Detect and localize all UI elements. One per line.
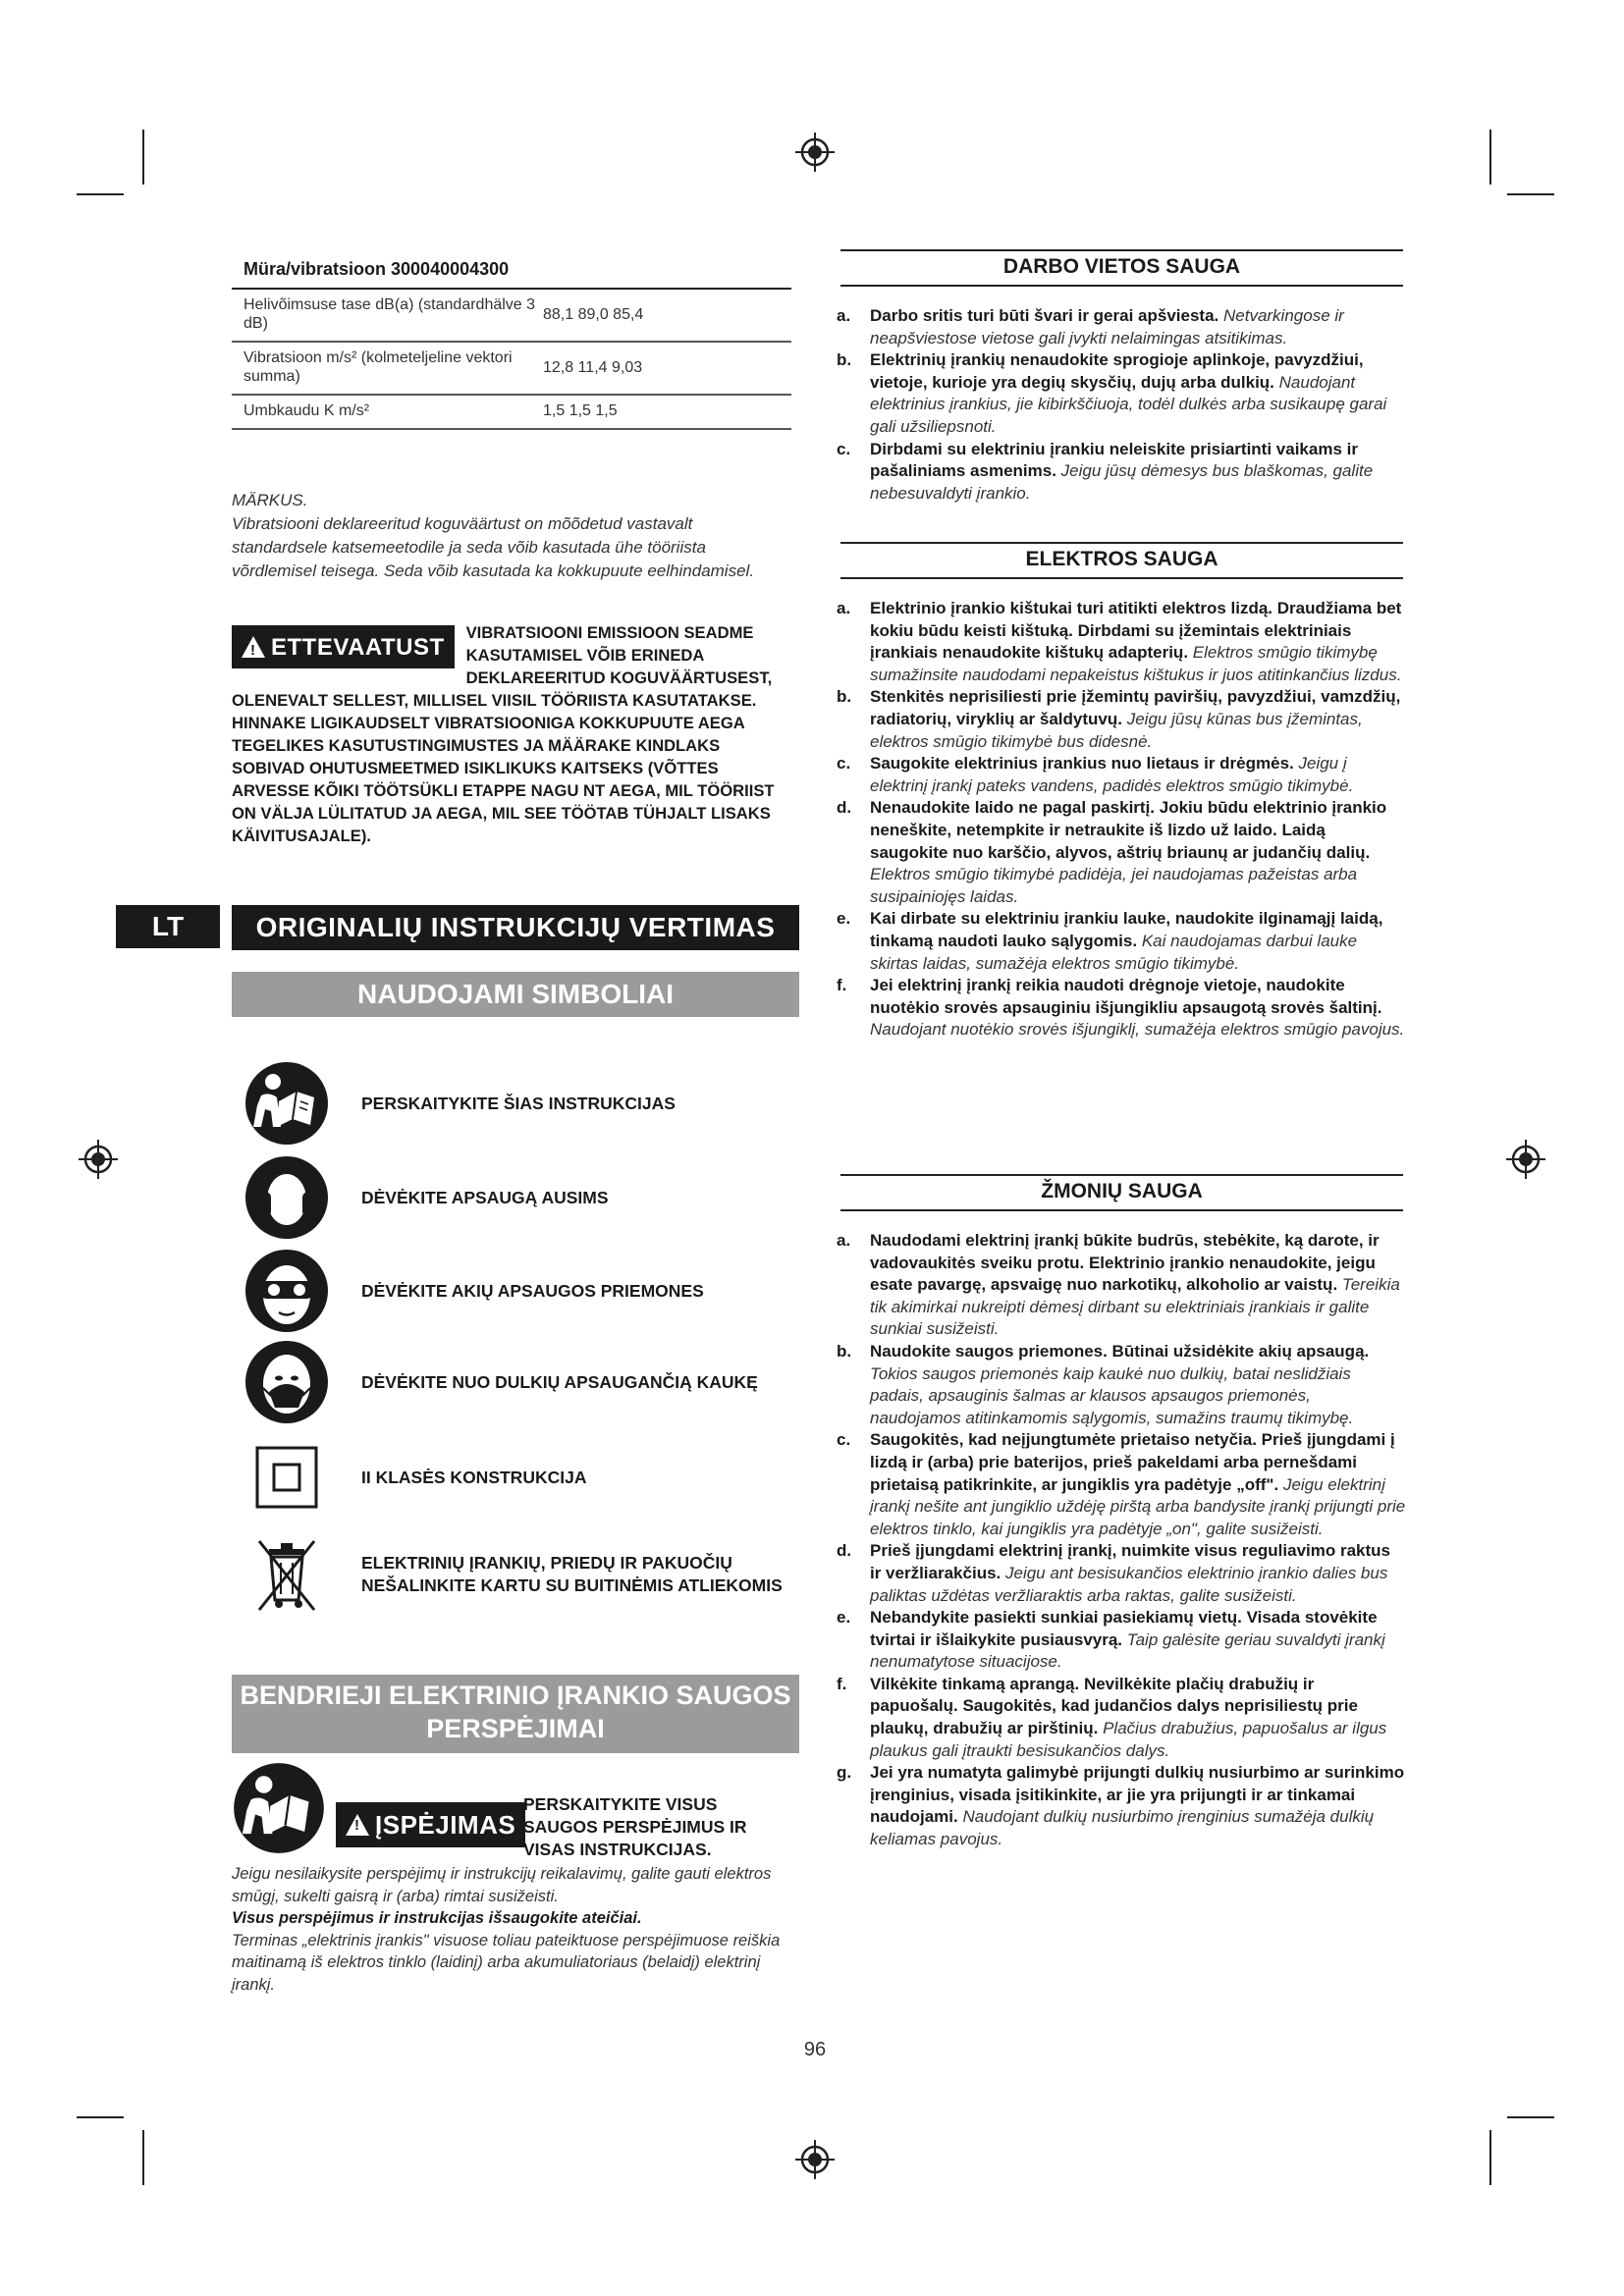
symbol-label: PERSKAITYKITE ŠIAS INSTRUKCIJAS xyxy=(361,1093,676,1113)
item-italic: Jeigu jūsų kūnas bus įžemintas, elektros smūgio tikimybė bus didesnė. xyxy=(870,709,1363,751)
warning-paragraph-bold: Visus perspėjimus ir instrukcijas išsaugokite ateičiai. xyxy=(232,1909,642,1927)
electrical-section xyxy=(837,598,1406,1041)
list-item xyxy=(837,439,1406,506)
symbol-row xyxy=(244,1531,793,1618)
item-bold: Naudodami elektrinį įrankį būkite budrūs, stebėkite, ką darote, ir vadovaukitės sveiku protu. Elektrinio įrankio nenaudokite, jeigu esate pavargę, apsvaigę nuo narkotikų, alkoholio ar vaistų. xyxy=(870,1231,1380,1295)
general-warnings-title-line2: PERSPĖJIMAI xyxy=(426,1714,605,1743)
class-ii-icon xyxy=(244,1434,330,1521)
electrical-title: ELEKTROS SAUGA xyxy=(840,542,1403,579)
personal-safety-title: ŽMONIŲ SAUGA xyxy=(840,1174,1403,1211)
item-bold: Saugokite elektrinius įrankius nuo lietaus ir drėgmės. xyxy=(870,754,1294,774)
item-italic: Jeigu ant besisukančios elektrinio įrankio dalies bus paliktas uždėtas veržliaraktis arba raktas, galite susižeisti. xyxy=(870,1563,1388,1605)
registration-mark-icon xyxy=(77,1138,120,1181)
spec-label: Vibratsioon m/s² (kolmeteljeline vektori summa) xyxy=(244,349,513,385)
item-key: c. xyxy=(837,1430,851,1450)
note-text: Vibratsiooni deklareeritud koguväärtust on mõõdetud vastavalt standardsele katsemeetodile ja seda võib kasutada ühe tööriista võrdlemisel teisega. Seda võib kasutada ka kokkupuute eelhindamisel. xyxy=(232,514,755,580)
language-tab: LT xyxy=(116,905,220,948)
symbol-row xyxy=(244,1060,793,1147)
list-item xyxy=(837,1762,1406,1850)
symbol-label: DĖVĖKITE APSAUGĄ AUSIMS xyxy=(361,1187,609,1207)
item-key: b. xyxy=(837,687,852,707)
item-italic: Jeigu į elektrinį įrankį pateks vandens, padidės elektros smūgio tikimybė. xyxy=(870,754,1354,795)
symbols-title-text: NAUDOJAMI SIMBOLIAI xyxy=(357,979,674,1009)
list-item xyxy=(837,1674,1406,1762)
list-item xyxy=(837,1540,1406,1607)
warning-badge xyxy=(336,1802,525,1847)
list-item xyxy=(837,753,1406,797)
list-item xyxy=(837,305,1406,349)
crop-mark xyxy=(1507,193,1554,195)
symbol-row xyxy=(244,1339,793,1425)
warning-body xyxy=(232,1863,796,1996)
symbol-row xyxy=(244,1434,793,1521)
item-italic: Plačius drabužius, papuošalus ar ilgus plaukus gali įtraukti besisukančios dalys. xyxy=(870,1719,1387,1760)
list-item xyxy=(837,1607,1406,1674)
item-key: d. xyxy=(837,1541,852,1561)
item-bold: Dirbdami su elektriniu įrankiu neleiskite prisiartinti vaikams ir pašaliniams asmenims. xyxy=(870,439,1358,481)
spec-table xyxy=(232,253,791,430)
crop-mark xyxy=(1507,2116,1554,2118)
caution-block xyxy=(232,621,796,847)
spec-value: 88,1 89,0 85,4 xyxy=(543,305,644,323)
list-item xyxy=(837,1429,1406,1540)
item-key: b. xyxy=(837,350,852,370)
item-key: a. xyxy=(837,1231,851,1250)
ear-protection-icon xyxy=(244,1154,330,1241)
item-italic: Elektros smūgio tikimybę sumažinsite naudodami nepakeistus kištukus ir juos atitinkančius lizdus. xyxy=(870,643,1402,684)
spec-value: 1,5 1,5 1,5 xyxy=(543,402,618,419)
general-warnings-title xyxy=(232,1675,799,1753)
item-bold: Naudokite saugos priemones. Būtinai užsidėkite akių apsaugą. xyxy=(870,1341,1370,1361)
caution-text: VIBRATSIOONI EMISSIOON SEADME KASUTAMISEL VÕIB ERINEDA DEKLAREERITUD KOGUVÄÄRTUSEST, OLENEVALT SELLEST, MILLISEL VIISIL TÖÖRIISTA KASUTATAKSE. HINNAKE LIGIKAUDSELT VIBRATSIOONIGA KOKKUPUUTE AEGA TEGELIKES KASUTUSTINGIMUSTES JA MÄÄRAKE KINDLAKS SOBIVAD OHUTUSMEETMED ISIKLIKUKS KAITSEKS (VÕTTES ARVESSE KÕIKI TÖÖTSÜKLI ETAPPE NAGU NT AEGA, MIL TÖÖRIIST ON VÄLJA LÜLITATUD JA AEGA, MIL SEE TÖÖTAB TÜHJALT LISAKS KÄIVITUSAJALE). xyxy=(232,623,775,845)
spec-table-title: Müra/vibratsioon 300040004300 xyxy=(232,253,791,290)
warning-triangle-icon xyxy=(346,1814,369,1836)
work-area-title: DARBO VIETOS SAUGA xyxy=(840,249,1403,287)
warning-paragraph: Jeigu nesilaikysite perspėjimų ir instrukcijų reikalavimų, galite gauti elektros smūgį, sukelti gaisrą ir (arba) rimtai susižeisti. xyxy=(232,1865,772,1905)
caution-badge xyxy=(232,625,455,668)
item-italic: Naudojant dulkių nusiurbimo įrenginius sumažėja dulkių keliamas pavojus. xyxy=(870,1807,1375,1849)
list-item xyxy=(837,908,1406,975)
read-manual-icon xyxy=(232,1761,326,1855)
note-title: MÄRKUS. xyxy=(232,491,308,509)
table-row xyxy=(232,396,791,430)
list-item xyxy=(837,598,1406,686)
item-italic: Taip galėsite geriau suvaldyti įrankį nenumatytose situacijose. xyxy=(870,1629,1385,1672)
item-bold: Stenkitės neprisiliesti prie įžemintų paviršių, pavyzdžiui, vamzdžių, radiatorių, viryklių ar šaldytuvų. xyxy=(870,687,1401,728)
warning-header xyxy=(232,1761,801,1863)
crop-mark xyxy=(142,130,144,185)
work-area-section xyxy=(837,305,1406,505)
item-italic: Jeigu elektrinį įrankį nešite ant jungiklio uždėję pirštą arba bandysite įrankį prijungti prie elektros tinklo, kai jungiklis yra padėtyje „on", galite susižeisti. xyxy=(870,1474,1406,1538)
crop-mark xyxy=(1489,130,1491,185)
item-key: c. xyxy=(837,439,851,458)
item-key: f. xyxy=(837,976,847,995)
list-item xyxy=(837,975,1406,1041)
registration-mark-icon xyxy=(1504,1138,1547,1181)
item-italic: Naudojant elektrinius įrankius, jie kibirkščiuoja, todėl dulkės arba susikaupę garai gali užsiliepsnoti. xyxy=(870,372,1387,436)
symbol-label: ELEKTRINIŲ ĮRANKIŲ, PRIEDŲ IR PAKUOČIŲ NEŠALINKITE KARTU SU BUITINĖMIS ATLIEKOMIS xyxy=(361,1553,783,1595)
list-item xyxy=(837,1230,1406,1341)
item-italic: Netvarkingose ir neapšviestose vietose gali įvykti nelaimingas atsitikimas. xyxy=(870,306,1344,347)
item-italic: Elektros smūgio tikimybė padidėja, jei naudojamas pažeistas arba susipainiojęs laidas. xyxy=(870,865,1358,906)
symbol-label: DĖVĖKITE AKIŲ APSAUGOS PRIEMONES xyxy=(361,1280,704,1301)
item-key: g. xyxy=(837,1763,852,1783)
crop-mark xyxy=(1489,2130,1491,2185)
symbols-title xyxy=(232,972,799,1017)
weee-bin-icon xyxy=(244,1531,330,1618)
item-bold: Darbo sritis turi būti švari ir gerai apšviesta. xyxy=(870,306,1219,325)
dust-mask-icon xyxy=(244,1339,330,1425)
item-bold: Jei elektrinį įrankį reikia naudoti drėgnoje vietoje, naudokite nuotėkio srovės apsauginiu išjungikliu apsaugotą srovės šaltinį. xyxy=(870,976,1382,1017)
list-item xyxy=(837,686,1406,753)
warning-badge-label: ĮSPĖJIMAS xyxy=(375,1809,516,1840)
registration-mark-icon xyxy=(793,2138,837,2181)
symbol-row xyxy=(244,1154,793,1241)
item-bold: Kai dirbate su elektriniu įrankiu lauke, naudokite ilginamąjį laidą, tinkamą naudoti lauko sąlygomis. xyxy=(870,909,1383,950)
item-key: e. xyxy=(837,1608,851,1628)
symbol-label: DĖVĖKITE NUO DULKIŲ APSAUGANČIĄ KAUKĘ xyxy=(361,1371,758,1392)
crop-mark xyxy=(77,2116,124,2118)
item-italic: Tereikia tik akimirkai nukreipti dėmesį dirbant su elektriniais įrankiais ir galite sunkiai susižeisti. xyxy=(870,1275,1400,1339)
item-bold: Elektrinio įrankio kištukai turi atitikti elektros lizdą. Draudžiama bet kokiu būdu keisti kištuką. Dirbdami su įžemintais elektriniais įrankiais nenaudokite kištukų adapterių. xyxy=(870,599,1402,663)
item-key: d. xyxy=(837,798,852,818)
crop-mark xyxy=(77,193,124,195)
item-key: f. xyxy=(837,1674,847,1693)
item-key: b. xyxy=(837,1341,852,1361)
crop-mark xyxy=(142,2130,144,2185)
caution-badge-label: ETTEVAATUST xyxy=(271,633,445,661)
symbol-label: II KLASĖS KONSTRUKCIJA xyxy=(361,1467,587,1487)
list-item xyxy=(837,797,1406,908)
item-bold: Saugokitės, kad neįjungtumėte prietaiso netyčia. Prieš įjungdami į lizdą ir (arba) prie baterijos, prieš pakeldami arba pernešdami prietaisą patikrinkite, ar jungiklis yra padėtyje „off". xyxy=(870,1430,1395,1494)
general-warnings-title-line1: BENDRIEJI ELEKTRINIO ĮRANKIO SAUGOS xyxy=(240,1681,791,1710)
list-item xyxy=(837,349,1406,438)
item-bold: Nebandykite pasiekti sunkiai pasiekiamų vietų. Visada stovėkite tvirtai ir išlaikykite pusiausvyrą. xyxy=(870,1608,1378,1649)
item-bold: Prieš įjungdami elektrinį įrankį, nuimkite visus reguliavimo raktus ir veržliarakčius. xyxy=(870,1541,1391,1582)
personal-safety-section xyxy=(837,1230,1406,1851)
symbol-row xyxy=(244,1248,793,1334)
item-key: e. xyxy=(837,909,851,929)
table-row xyxy=(232,290,791,343)
table-row xyxy=(232,343,791,396)
spec-value: 12,8 11,4 9,03 xyxy=(543,358,643,376)
read-manual-icon xyxy=(244,1060,330,1147)
item-bold: Vilkėkite tinkamą aprangą. Nevilkėkite plačių drabužių ir papuošalų. Saugokitės, kad judančios dalys neprisiliestų prie plaukų, drabužių ar pirštinių. xyxy=(870,1674,1358,1738)
item-key: a. xyxy=(837,306,851,325)
registration-mark-icon xyxy=(793,131,837,174)
warning-triangle-icon xyxy=(242,636,265,658)
item-bold: Jei yra numatyta galimybė prijungti dulkių nusiurbimo ar surinkimo įrenginius, visada įsitikinkite, ar jie yra prijungti ir ar tinkamai naudojami. xyxy=(870,1763,1405,1827)
item-key: a. xyxy=(837,599,851,617)
item-italic: Naudojant nuotėkio srovės išjungiklį, sumažėja elektros smūgio pavojus. xyxy=(870,1020,1405,1040)
note-block xyxy=(232,489,791,583)
item-italic: Kai naudojamas darbui lauke skirtas laidas, sumažėja elektros smūgio tikimybė. xyxy=(870,931,1358,973)
page-number: 96 xyxy=(803,2039,827,2060)
item-bold: Elektrinių įrankių nenaudokite sprogioje aplinkoje, pavyzdžiui, vietoje, kurioje yra degių skysčių, dujų arba dulkių. xyxy=(870,350,1364,392)
item-bold: Nenaudokite laido ne pagal paskirtį. Jokiu būdu elektrinio įrankio neneškite, netempkite ir netraukite iš lizdo už laido. Laidą saugokite nuo karščio, alyvos, aštrių briaunų ar judančių dalių. xyxy=(870,798,1387,862)
item-italic: Jeigu jūsų dėmesys bus blaškomas, galite nebesuvaldyti įrankio. xyxy=(870,461,1374,503)
item-italic: Tokios saugos priemonės kaip kaukė nuo dulkių, batai neslidžiais padais, apsauginis šalmas ar klausos apsaugos priemonės, naudojamos atitinkamomis sąlygomis, sumažins traumų tikimybę. xyxy=(870,1363,1354,1427)
eye-protection-icon xyxy=(244,1248,330,1334)
spec-label: Umbkaudu K m/s² xyxy=(244,402,370,419)
warning-paragraph: Terminas „elektrinis įrankis" visuose toliau pateiktuose perspėjimuose reiškia maitinamą iš elektros tinklo (laidinį) arba akumuliatoriaus (belaidį) elektrinį įrankį. xyxy=(232,1931,781,1994)
spec-label: Helivõimsuse tase dB(a) (standardhälve 3 dB) xyxy=(244,296,536,332)
warning-head-text: PERSKAITYKITE VISUS SAUGOS PERSPĖJIMUS IR VISAS INSTRUKCIJAS. xyxy=(523,1794,747,1859)
list-item xyxy=(837,1341,1406,1429)
section-title: ORIGINALIŲ INSTRUKCIJŲ VERTIMAS xyxy=(232,905,799,950)
item-key: c. xyxy=(837,754,851,774)
